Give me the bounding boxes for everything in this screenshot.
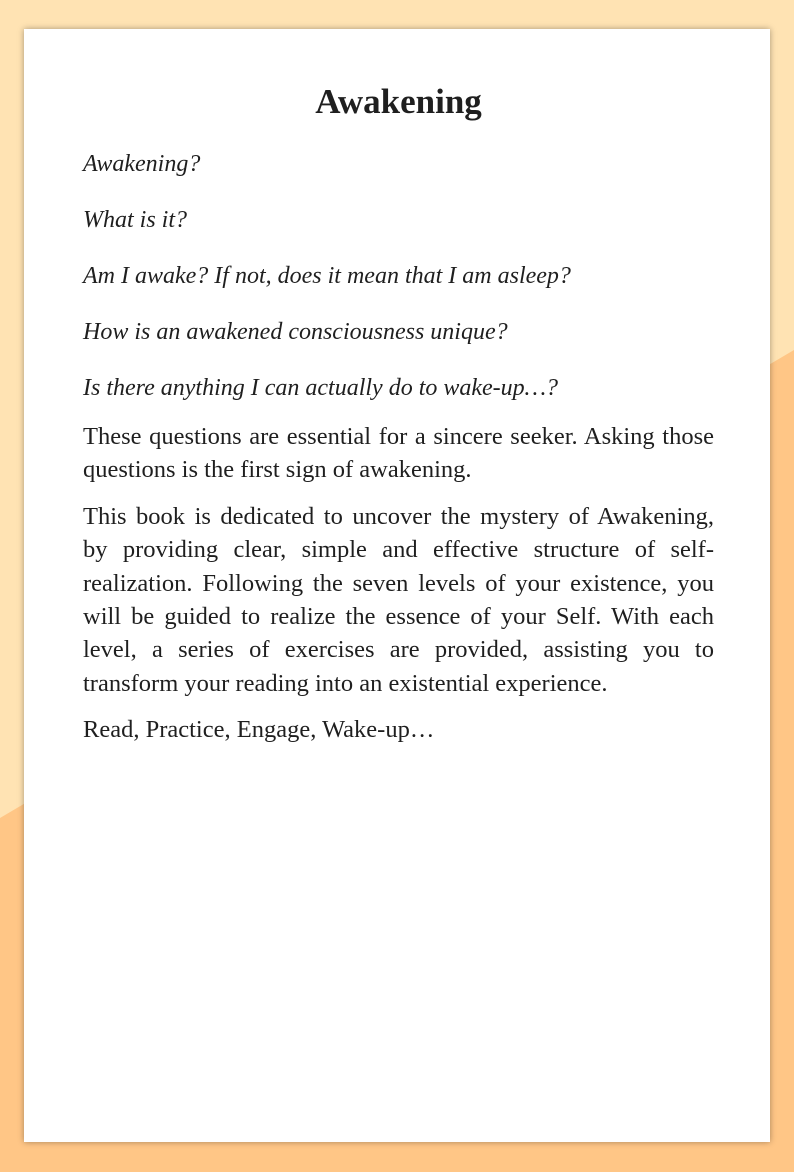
question-line: How is an awakened consciousness unique? xyxy=(83,319,508,345)
question-line: What is it? xyxy=(83,207,188,233)
closing-line: Read, Practice, Engage, Wake-up… xyxy=(83,716,435,744)
book-page xyxy=(24,29,770,1142)
questions-list xyxy=(83,147,714,406)
body-text xyxy=(83,420,714,747)
paragraph: These questions are essential for a sincere seeker. Asking those questions is the first sign of awakening. xyxy=(83,423,714,484)
question-line: Awakening? xyxy=(83,151,201,177)
page-title: Awakening xyxy=(315,82,482,121)
paragraph: This book is dedicated to uncover the mystery of Awakening, by providing clear, simple and effective structure of self-realization. Following the seven levels of your existence, you will be guided to realize the essence of your Self. With each level, a series of exercises are provided, assisting you to transform your reading into an existential experience. xyxy=(83,502,714,697)
question-line: Is there anything I can actually do to wake-up…? xyxy=(83,375,559,401)
question-line: Am I awake? If not, does it mean that I am asleep? xyxy=(83,263,571,289)
